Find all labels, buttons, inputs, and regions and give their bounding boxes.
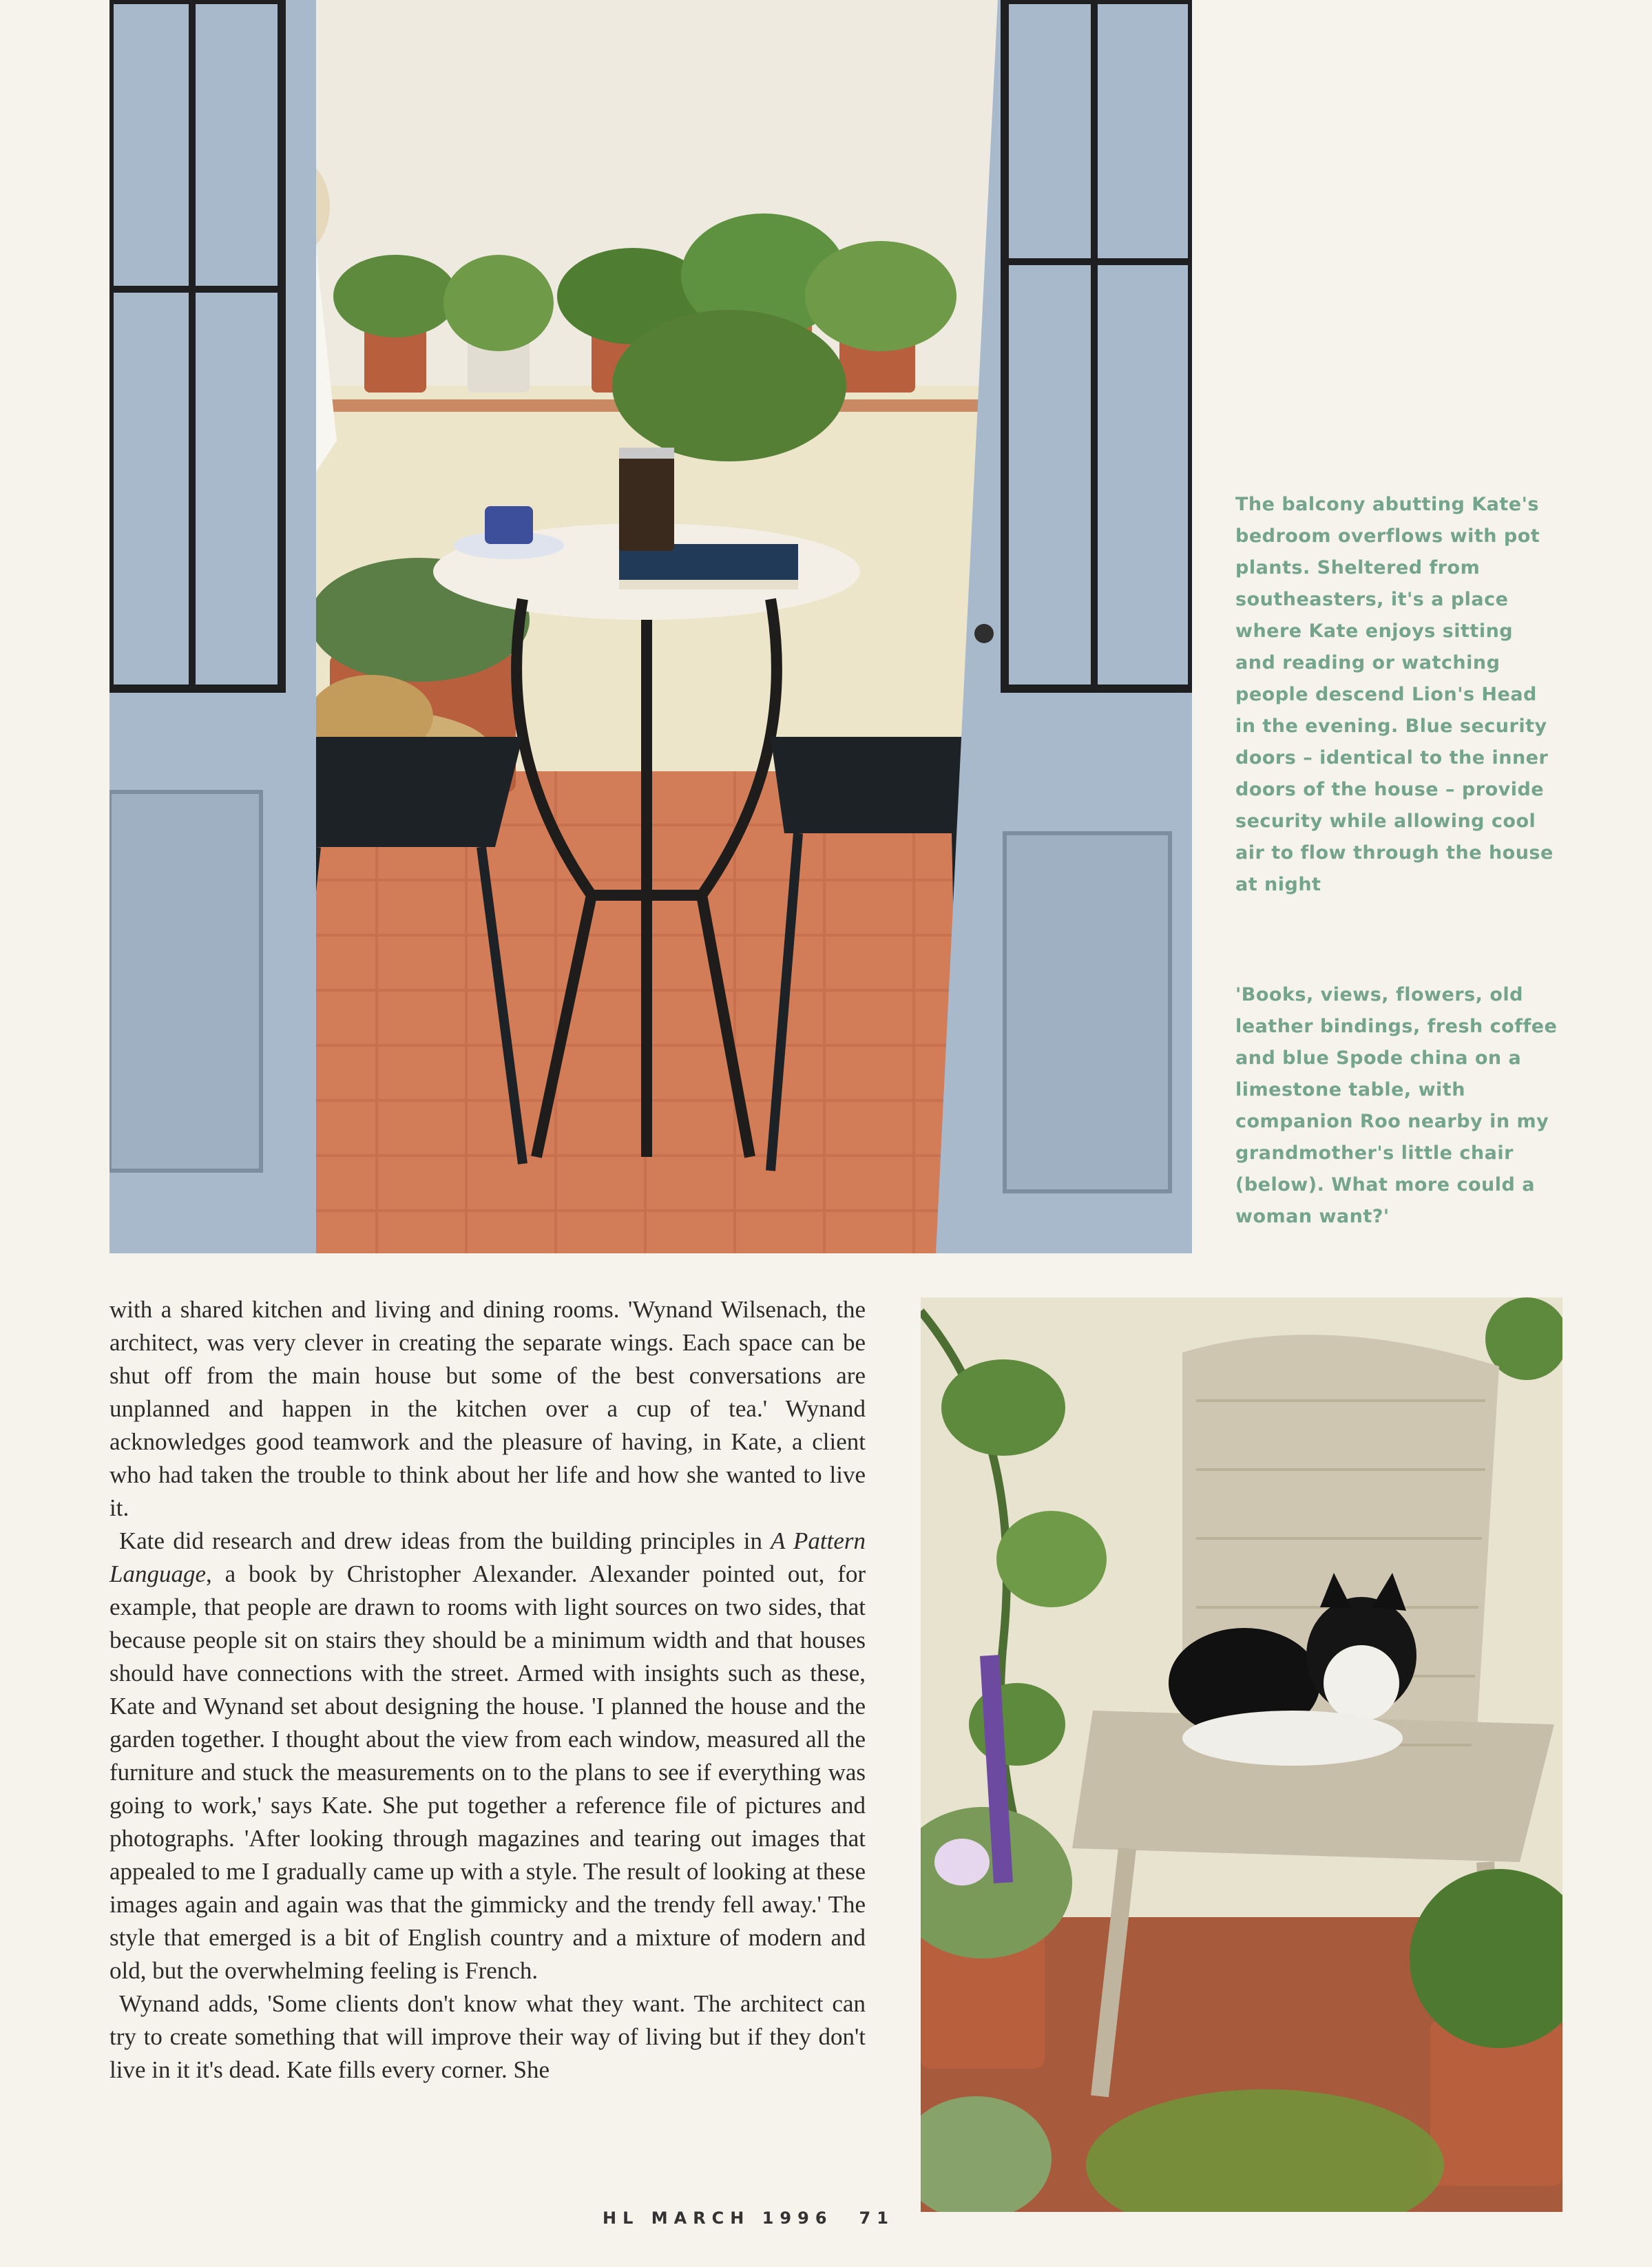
paragraph-2-rest: , a book by Christopher Alexander. Alexander pointed out, for example, that people are drawn to rooms with light sources on two sides, that because people sit on stairs they should be a minimum width and that houses should have connections with the street. Armed with insights such as these, Kate and Wynand set about designing the house. 'I planned the house and the garden together. I thought about the view from each window, measured all the furniture and stuck the measurements on to the plans to see if everything was going to work,' says Kate. She put together a reference file of pictures and photographs. 'After looking through magazines and tearing out images that appealed to me I gradually came up with a style. The result of looking at these images again and again was that the gimmicky and the trendy fell away.' The style that emerged is a bit of English country and a mixture of modern and old, but the overwhelming feeling is French.: [109, 1560, 866, 1984]
article-paragraph-1: with a shared kitchen and living and dining rooms. 'Wynand Wilsenach, the architect, was very clever in creating the separate wings. Each space can be shut off from the main house but some of the best conversations are unplanned and happen in the kitchen over a cup of tea.' Wynand acknowledges good teamwork and the pleasure of having, in Kate, a client who had taken the trouble to think about her life and how she wanted to live it.: [109, 1296, 866, 1521]
balcony-caption: The balcony abutting Kate's bedroom overflows with pot plants. Sheltered from southeasters, it's a place where Kate enjoys sitting and reading or watching people descend Lion's Head in the evening. Blue security doors – identical to the inner doors of the house – provide security while allowing cool air to flow through the house at night: [1235, 494, 1554, 895]
cat-chair-photo-graphic: [921, 1297, 1562, 2212]
article-body: [109, 1293, 866, 2087]
article-paragraph-3: Wynand adds, 'Some clients don't know what they want. The architect can try to create something that will improve their way of living but if they don't live in it it's dead. Kate fills every corner. She: [109, 1990, 866, 2083]
balcony-photo: [109, 0, 1192, 1253]
page-number: 71: [859, 2208, 895, 2228]
paragraph-2-start: Kate did research and drew ideas from the building principles in: [119, 1527, 762, 1554]
book-title: A Pattern Language: [109, 1527, 866, 1587]
page-folio: [603, 2208, 895, 2228]
cat-chair-photo: [921, 1297, 1562, 2212]
quote-caption: 'Books, views, flowers, old leather bindings, fresh coffee and blue Spode china on a limestone table, with companion Roo nearby in my grandmother's little chair (below). What more could a woman want?': [1235, 984, 1558, 1227]
balcony-photo-graphic: [109, 0, 1192, 1253]
article-paragraph-2: [109, 1525, 866, 1987]
folio-label: HL MARCH 1996: [603, 2208, 833, 2228]
